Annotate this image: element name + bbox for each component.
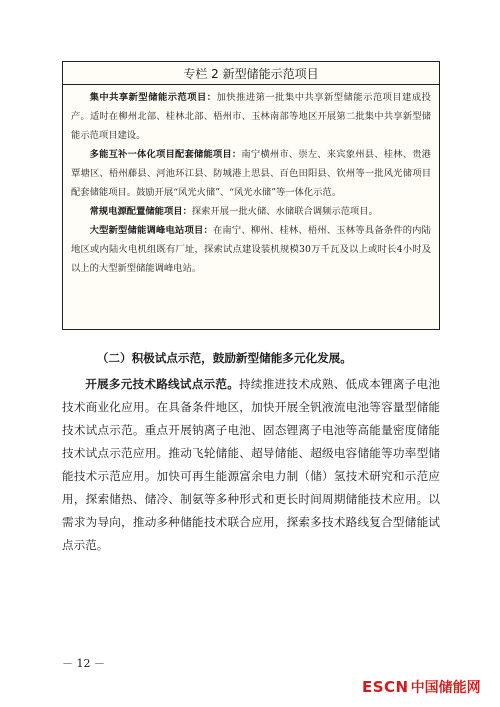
box-item-text: 在南宁、柳州、桂林、梧州、玉林等具备条件的内陆地区或内陆火电机组既有厂址，探索试点建设装机规模30万千瓦及以上或时长4小时及以上的大型新型储能调峰电站。 (71, 225, 431, 274)
box-item-multi-energy (71, 145, 431, 202)
escn-logo (362, 677, 481, 697)
paragraph-text: 持续推进技术成熟、低成本锂离子电池技术商业化应用。在具备条件地区，加快开展全钒液流电池等容量型储能技术试点示范。重点开展钠离子电池、固态锂离子电池等高能量密度储能技术试点示范应用。推动飞轮储能、超导储能、超级电容储能等功率型储能技术示范应用。加快可再生能源富余电力制（储）氢技术研究和示范应用，探索储热、储冷、制氨等多种形式和更长时间周期储能技术应用。以需求为导向，推动多种储能技术联合应用，探索多技术路线复合型储能试点示范。 (62, 377, 440, 552)
section-heading: （二）积极试点示范，鼓励新型储能多元化发展。 (96, 351, 352, 365)
box-item-peak-station (71, 221, 431, 278)
page-number: － 12 － (62, 657, 105, 670)
box-body (63, 85, 439, 278)
project-column-box (62, 61, 440, 330)
box-item-heading: 集中共享新型储能示范项目： (89, 92, 217, 103)
box-item-text: 探索开展一批火储、水储联合调频示范项目。 (191, 206, 378, 217)
paragraph-lead: 开展多元技术路线试点示范。 (85, 377, 240, 391)
box-item-heading: 常规电源配置储能项目： (89, 206, 192, 217)
box-item-shared-storage (71, 88, 431, 145)
box-title: 专栏 2 新型储能示范项目 (63, 62, 439, 85)
section-paragraph (62, 373, 440, 557)
box-item-heading: 多能互补一体化项目配套储能项目： (89, 149, 242, 160)
box-item-heading: 大型新型储能调峰电站项目： (89, 225, 213, 236)
box-item-text: 加快推进第一批集中共享新型储能示范项目建成投产。适时在柳州北部、桂林北部、梧州市、玉林南部等地区开展第二批集中共享新型储能示范项目建设。 (71, 92, 431, 141)
box-item-text: 南宁横州市、崇左、来宾象州县、桂林、贵港覃塘区、梧州藤县、河池环江县、防城港上思县、百色田阳县、钦州等一批风光储项目配套储能项目。鼓励开展“风光火储”、“风光水储”等一体化示范。 (71, 149, 431, 198)
logo-text-zh: 中国储能网 (410, 680, 481, 696)
box-item-conventional-power (71, 202, 431, 221)
logo-text-en: ESCN (362, 678, 409, 696)
